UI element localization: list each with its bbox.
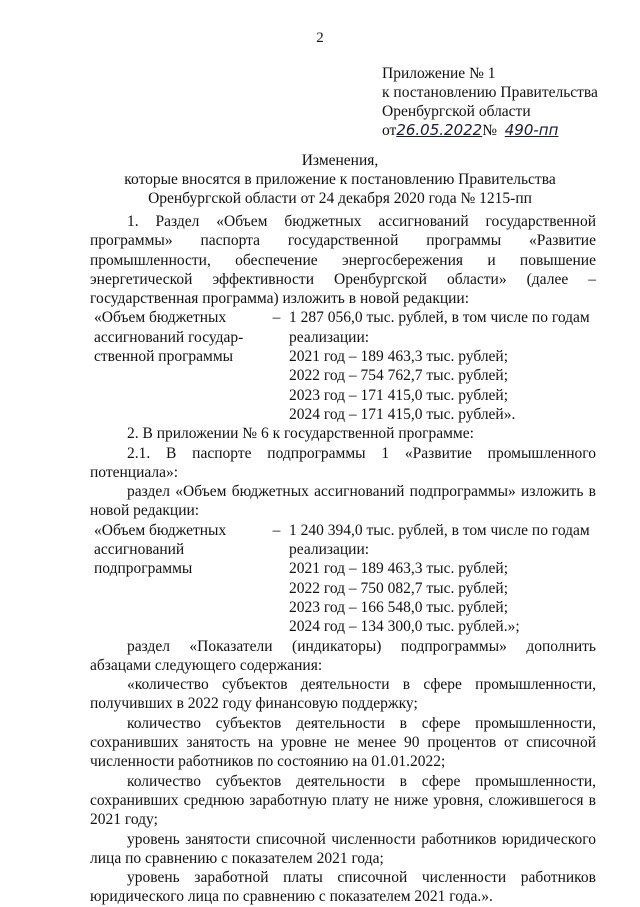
table2-value-cell — [289, 521, 596, 637]
heading-title: Изменения, — [301, 152, 379, 169]
indicators-paragraph: раздел «Показатели (индикаторы) подпрограммы» дополнить абзацами следующего содержания: — [90, 637, 596, 674]
handwritten-date: 26.05.2022 — [396, 121, 483, 139]
table1-dash: – — [272, 309, 281, 327]
annex-line-2: к постановлению Правительства — [382, 84, 598, 101]
item-2-1-section-paragraph: раздел «Объем бюджетных ассигнований подпрограммы» изложить в новой редакции: — [90, 483, 596, 520]
table2-year-row: 2023 год – 166 548,0 тыс. рублей; — [289, 598, 509, 616]
indicator-paragraph-2: количество субъектов деятельности в сфере промышленности, сохранивших занятость на уровне не менее 90 процентов от списочной численности работников по состоянию на 01.01.2022; — [90, 714, 596, 771]
number-prefix: № — [482, 122, 498, 139]
table2-dash: – — [272, 521, 281, 539]
table1-year-row: 2022 год – 754 762,7 тыс. рублей; — [289, 367, 509, 385]
table2-total: 1 240 394,0 тыс. рублей, в том числе по годам — [289, 521, 590, 539]
annex-date-line — [382, 121, 598, 140]
table2-label-line: ассигнований — [94, 541, 185, 559]
heading-line-2: которые вносятся в приложение к постановлению Правительства — [124, 171, 556, 188]
document-body — [90, 212, 596, 907]
page-number: 2 — [316, 30, 324, 46]
item-2-paragraph: 2. В приложении № 6 к государственной программе: — [127, 425, 474, 443]
handwritten-number: 490-пп — [504, 121, 559, 139]
table2-year-row: 2024 год – 134 300,0 тыс. рублей.»; — [289, 618, 520, 636]
table1-year-row: 2024 год – 171 415,0 тыс. рублей». — [289, 405, 516, 423]
annex-line-3: Оренбургской области — [382, 103, 531, 120]
annex-title: Приложение № 1 — [382, 65, 496, 82]
indicator-paragraph-3: количество субъектов деятельности в сфере промышленности, сохранивших среднюю заработную плату не ниже уровня, сложившегося в 2021 году; — [90, 772, 596, 829]
heading-line-3: Оренбургской области от 24 декабря 2020 года № 1215-пп — [148, 190, 532, 207]
table1-value-cell — [289, 308, 596, 424]
item-2-1-paragraph: 2.1. В паспорте подпрограммы 1 «Развитие промышленного потенциала»: — [90, 444, 596, 481]
item-1-paragraph: 1. Раздел «Объем бюджетных ассигнований государственной программы» паспорта государственной программы «Развитие промышленности, обеспечение энергосбережения и повышение энергетической эффективности Оренбургской области» (далее – государственная программа) изложить в новой редакции: — [90, 213, 596, 308]
indicator-paragraph-5: уровень заработной платы списочной численности работников юридического лица по сравнению с показателем 2021 года.». — [90, 869, 596, 906]
table2-year-row: 2021 год – 189 463,3 тыс. рублей; — [289, 560, 509, 578]
table1-year-row: 2023 год – 171 415,0 тыс. рублей; — [289, 386, 509, 404]
indicator-paragraph-4: уровень занятости списочной численности работников юридического лица по сравнению с показателем 2021 года; — [90, 830, 596, 867]
table2-year-row: 2022 год – 750 082,7 тыс. рублей; — [289, 579, 509, 597]
table1-label-line: ассигнований государ- — [94, 328, 244, 346]
table1-total-cont: реализации: — [289, 328, 370, 346]
table2-total-cont: реализации: — [289, 541, 370, 559]
table1-year-row: 2021 год – 189 463,3 тыс. рублей; — [289, 348, 509, 366]
document-heading — [90, 151, 590, 208]
table1-total: 1 287 056,0 тыс. рублей, в том числе по годам — [289, 309, 590, 327]
indicator-paragraph-1: «количество субъектов деятельности в сфере промышленности, получивших в 2022 году финансовую поддержку; — [90, 676, 596, 713]
table1-label-line: «Объем бюджетных — [94, 309, 227, 327]
annex-header — [382, 64, 598, 140]
subprogram-budget-table — [90, 521, 596, 637]
program-budget-table — [90, 308, 596, 424]
table2-label-cell — [90, 521, 264, 637]
table2-label-line: «Объем бюджетных — [94, 521, 227, 539]
table2-label-line: подпрограммы — [94, 560, 193, 578]
date-prefix: от — [382, 122, 397, 139]
table1-label-cell — [90, 308, 264, 424]
table1-label-line: ственной программы — [94, 348, 234, 366]
